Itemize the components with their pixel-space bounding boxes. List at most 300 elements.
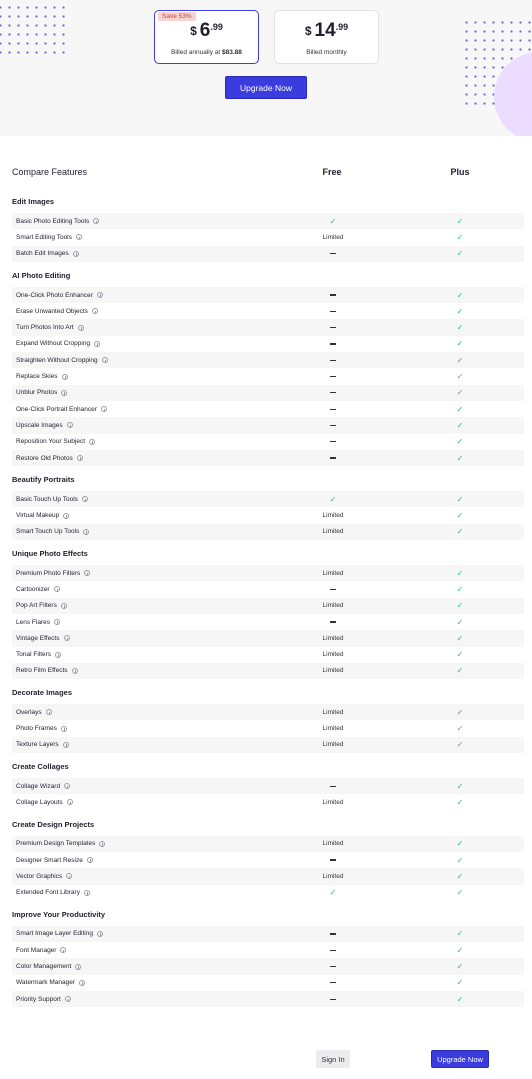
- dash-icon: [330, 982, 336, 983]
- plus-included: [430, 778, 490, 794]
- table-row: [12, 450, 524, 466]
- free-value: Limited: [322, 512, 344, 520]
- dash-icon: [330, 376, 336, 377]
- free-not-included: [303, 991, 363, 1007]
- table-row: [12, 319, 524, 335]
- check-icon: ✓: [456, 216, 464, 226]
- info-icon[interactable]: [102, 357, 108, 363]
- feature-label: Vector Graphics: [16, 872, 63, 880]
- dash-icon: [330, 360, 336, 361]
- feature-name: [16, 991, 71, 1007]
- free-value: Limited: [322, 528, 344, 536]
- table-row: [12, 868, 524, 884]
- check-icon: ✓: [456, 978, 464, 988]
- info-icon[interactable]: [75, 964, 81, 970]
- table-row: [12, 524, 524, 540]
- feature-name: [16, 778, 70, 794]
- info-icon[interactable]: [93, 218, 99, 224]
- free-value: Limited: [322, 708, 344, 716]
- free-value: Limited: [322, 725, 344, 733]
- dash-icon: [330, 253, 336, 254]
- feature-label: One-Click Portrait Enhancer: [16, 405, 97, 413]
- dash-icon: [330, 621, 336, 622]
- free-value: Limited: [322, 741, 344, 749]
- currency-symbol: $: [190, 24, 197, 38]
- feature-name: [16, 737, 69, 753]
- plus-included: [430, 663, 490, 679]
- feature-section: [12, 679, 524, 753]
- info-icon[interactable]: [78, 325, 84, 331]
- free-not-included: [303, 352, 363, 368]
- table-row: [12, 368, 524, 384]
- check-icon: ✓: [456, 584, 464, 594]
- feature-name: [16, 565, 90, 581]
- dash-icon: [330, 933, 336, 934]
- feature-section: [12, 262, 524, 466]
- free-not-included: [303, 368, 363, 384]
- price-integer: 6: [199, 20, 211, 41]
- table-row: [12, 385, 524, 401]
- feature-label: Expand Without Cropping: [16, 340, 91, 348]
- check-icon: ✓: [456, 494, 464, 504]
- feature-label: Reposition Your Subject: [16, 438, 86, 446]
- dash-icon: [330, 589, 336, 590]
- info-icon[interactable]: [63, 513, 69, 519]
- table-row: [12, 491, 524, 507]
- section-title: Edit Images: [12, 197, 55, 206]
- plus-included: [430, 975, 490, 991]
- feature-name: [16, 336, 100, 352]
- info-icon[interactable]: [84, 570, 90, 576]
- feature-name: [16, 958, 81, 974]
- free-not-included: [303, 246, 363, 262]
- feature-name: [16, 614, 60, 630]
- info-icon[interactable]: [61, 603, 67, 609]
- check-icon: ✓: [456, 871, 464, 881]
- plus-included: [430, 319, 490, 335]
- feature-label: Erase Unwanted Objects: [16, 307, 88, 315]
- feature-section: [12, 811, 524, 901]
- plus-included: [430, 450, 490, 466]
- feature-name: [16, 303, 98, 319]
- plus-included: [430, 737, 490, 753]
- feature-label: Batch Edit Images: [16, 250, 69, 258]
- info-icon[interactable]: [87, 857, 93, 863]
- feature-name: [16, 368, 68, 384]
- info-icon[interactable]: [63, 742, 69, 748]
- info-icon[interactable]: [54, 619, 60, 625]
- info-icon[interactable]: [67, 799, 73, 805]
- check-icon: ✓: [456, 839, 464, 849]
- table-row: [12, 336, 524, 352]
- feature-name: [16, 417, 73, 433]
- feature-label: Tonal Filters: [16, 651, 52, 659]
- plus-included: [430, 614, 490, 630]
- table-row: [12, 417, 524, 433]
- check-icon: ✓: [456, 453, 464, 463]
- table-row: [12, 778, 524, 794]
- feature-name: [16, 246, 79, 262]
- check-icon: ✓: [456, 797, 464, 807]
- feature-label: Extended Font Library: [16, 889, 80, 897]
- table-row: [12, 246, 524, 262]
- info-icon[interactable]: [60, 947, 66, 953]
- compare-title: Compare Features: [12, 167, 88, 177]
- free-not-included: [303, 287, 363, 303]
- feature-label: Virtual Makeup: [16, 512, 60, 520]
- feature-name: [16, 434, 95, 450]
- feature-label: Smart Touch Up Tools: [16, 528, 80, 536]
- feature-name: [16, 704, 52, 720]
- sign-in-button[interactable]: Sign In: [316, 1050, 350, 1068]
- free-included: [303, 885, 363, 901]
- plus-included: [430, 246, 490, 262]
- feature-name: [16, 836, 105, 852]
- pricing-hero: [0, 0, 532, 136]
- feature-label: Lens Flares: [16, 618, 50, 626]
- check-icon: ✓: [456, 666, 464, 676]
- feature-name: [16, 720, 67, 736]
- plus-included: [430, 417, 490, 433]
- info-icon[interactable]: [94, 341, 100, 347]
- free-included: [303, 491, 363, 507]
- free-not-included: [303, 417, 363, 433]
- free-not-included: [303, 778, 363, 794]
- feature-name: [16, 385, 67, 401]
- info-icon[interactable]: [67, 422, 73, 428]
- feature-label: Collage Wizard: [16, 782, 61, 790]
- price-decimal: .99: [210, 22, 223, 32]
- table-row: [12, 630, 524, 646]
- dash-icon: [330, 966, 336, 967]
- table-row: [12, 581, 524, 597]
- plus-included: [430, 287, 490, 303]
- feature-name: [16, 287, 103, 303]
- plus-included: [430, 926, 490, 942]
- table-row: [12, 852, 524, 868]
- feature-name: [16, 885, 90, 901]
- billed-monthly-text: Billed monthly: [306, 49, 347, 56]
- plus-included: [430, 720, 490, 736]
- feature-label: Font Manager: [16, 946, 57, 954]
- feature-label: Color Management: [16, 963, 72, 971]
- free-not-included: [303, 336, 363, 352]
- feature-name: [16, 942, 66, 958]
- feature-name: [16, 450, 83, 466]
- table-row: [12, 926, 524, 942]
- free-not-included: [303, 852, 363, 868]
- feature-name: [16, 507, 69, 523]
- check-icon: ✓: [456, 855, 464, 865]
- feature-label: Texture Layers: [16, 741, 59, 749]
- monthly-price: [275, 20, 378, 42]
- plus-included: [430, 385, 490, 401]
- section-title: Create Design Projects: [12, 819, 95, 829]
- feature-label: Pop Art Filters: [16, 602, 57, 610]
- check-icon: ✓: [456, 781, 464, 791]
- free-value: Limited: [322, 233, 344, 241]
- plus-included: [430, 565, 490, 581]
- table-row: [12, 303, 524, 319]
- table-row: [12, 287, 524, 303]
- feature-label: Priority Support: [16, 995, 61, 1003]
- plus-included: [430, 229, 490, 245]
- check-icon: ✓: [456, 740, 464, 750]
- free-not-included: [303, 614, 363, 630]
- free-value: Limited: [322, 651, 344, 659]
- plus-included: [430, 630, 490, 646]
- dash-icon: [330, 786, 336, 787]
- plus-included: [430, 336, 490, 352]
- free-not-included: [303, 319, 363, 335]
- table-row: [12, 942, 524, 958]
- info-icon[interactable]: [82, 496, 88, 502]
- plus-included: [430, 303, 490, 319]
- check-icon: ✓: [456, 249, 464, 259]
- check-icon: ✓: [456, 650, 464, 660]
- info-icon[interactable]: [61, 390, 67, 396]
- info-icon[interactable]: [77, 455, 83, 461]
- feature-name: [16, 868, 72, 884]
- table-row: [12, 704, 524, 720]
- free-not-included: [303, 401, 363, 417]
- feature-name: [16, 598, 67, 614]
- feature-label: Straighten Without Cropping: [16, 356, 98, 364]
- plus-included: [430, 524, 490, 540]
- free-value: Limited: [322, 569, 344, 577]
- check-icon: ✓: [456, 527, 464, 537]
- info-icon[interactable]: [97, 292, 103, 298]
- info-icon[interactable]: [92, 308, 98, 314]
- feature-label: Retro Film Effects: [16, 667, 68, 675]
- info-icon[interactable]: [89, 439, 95, 445]
- feature-label: Collage Layouts: [16, 798, 63, 806]
- check-icon: ✓: [456, 601, 464, 611]
- feature-label: Premium Photo Filters: [16, 569, 81, 577]
- check-icon: ✓: [456, 232, 464, 242]
- table-row: [12, 975, 524, 991]
- table-row: [12, 794, 524, 810]
- check-icon: ✓: [329, 494, 337, 504]
- free-value: Limited: [322, 634, 344, 642]
- check-icon: ✓: [456, 290, 464, 300]
- table-row: [12, 598, 524, 614]
- table-row: [12, 720, 524, 736]
- feature-label: Premium Design Templates: [16, 840, 96, 848]
- table-row: [12, 507, 524, 523]
- check-icon: ✓: [456, 724, 464, 734]
- feature-name: [16, 852, 93, 868]
- table-row: [12, 565, 524, 581]
- free-not-included: [303, 303, 363, 319]
- plus-included: [430, 958, 490, 974]
- dash-icon: [330, 409, 336, 410]
- feature-label: Watermark Manager: [16, 979, 75, 987]
- feature-label: Smart Image Layer Editing: [16, 930, 93, 938]
- table-row: [12, 401, 524, 417]
- feature-name: [16, 319, 84, 335]
- billed-prefix: Billed annually at: [171, 49, 221, 56]
- feature-name: [16, 524, 89, 540]
- plus-included: [430, 647, 490, 663]
- info-icon[interactable]: [54, 586, 60, 592]
- info-icon[interactable]: [72, 668, 78, 674]
- plus-included: [430, 368, 490, 384]
- dash-icon: [330, 441, 336, 442]
- dash-icon: [330, 327, 336, 328]
- plus-included: [430, 852, 490, 868]
- free-value: Limited: [322, 872, 344, 880]
- feature-name: [16, 647, 61, 663]
- check-icon: ✓: [456, 306, 464, 316]
- feature-label: Smart Editing Tools: [16, 233, 72, 241]
- section-title: Create Collages: [12, 762, 69, 772]
- info-icon[interactable]: [64, 635, 70, 641]
- dash-icon: [330, 311, 336, 312]
- price-integer: 14: [314, 20, 336, 41]
- info-icon[interactable]: [101, 406, 107, 412]
- feature-label: One-Click Photo Enhancer: [16, 291, 93, 299]
- check-icon: ✓: [456, 888, 464, 898]
- info-icon[interactable]: [84, 890, 90, 896]
- feature-section: [12, 901, 524, 1007]
- free-not-included: [303, 434, 363, 450]
- free-not-included: [303, 926, 363, 942]
- feature-comparison-table: [12, 188, 524, 1007]
- plus-included: [430, 581, 490, 597]
- compare-header: [12, 167, 520, 179]
- feature-section: [12, 466, 524, 540]
- info-icon[interactable]: [83, 529, 89, 535]
- feature-name: [16, 794, 73, 810]
- plus-included: [430, 213, 490, 229]
- feature-name: [16, 491, 88, 507]
- plus-column-header: Plus: [450, 167, 470, 177]
- feature-label: Upscale Images: [16, 421, 63, 429]
- plus-included: [430, 942, 490, 958]
- table-row: [12, 737, 524, 753]
- plus-included: [430, 704, 490, 720]
- check-icon: ✓: [456, 945, 464, 955]
- check-icon: ✓: [456, 420, 464, 430]
- billed-amount: $83.88: [222, 49, 242, 56]
- info-icon[interactable]: [66, 873, 72, 879]
- feature-label: Restore Old Photos: [16, 454, 73, 462]
- info-icon[interactable]: [46, 709, 52, 715]
- check-icon: ✓: [456, 372, 464, 382]
- check-icon: ✓: [329, 888, 337, 898]
- section-title: Decorate Images: [12, 688, 73, 698]
- table-row: [12, 836, 524, 852]
- feature-name: [16, 663, 78, 679]
- check-icon: ✓: [456, 323, 464, 333]
- feature-section: [12, 188, 524, 262]
- plan-card-monthly[interactable]: [274, 10, 379, 64]
- feature-name: [16, 213, 99, 229]
- feature-label: Photo Frames: [16, 725, 57, 733]
- dash-icon: [330, 950, 336, 951]
- info-icon[interactable]: [65, 996, 71, 1002]
- info-icon[interactable]: [79, 980, 85, 986]
- table-row: [12, 991, 524, 1007]
- feature-label: Vintage Effects: [16, 634, 60, 642]
- table-row: [12, 885, 524, 901]
- dash-icon: [330, 457, 336, 458]
- plus-included: [430, 507, 490, 523]
- feature-section: [12, 540, 524, 679]
- info-icon[interactable]: [73, 251, 79, 257]
- info-icon[interactable]: [99, 841, 105, 847]
- plus-included: [430, 836, 490, 852]
- check-icon: ✓: [456, 707, 464, 717]
- feature-label: Turn Photos Into Art: [16, 324, 74, 332]
- dash-icon: [330, 343, 336, 344]
- annual-price: [155, 20, 258, 42]
- free-value: Limited: [322, 667, 344, 675]
- info-icon[interactable]: [97, 931, 103, 937]
- free-column-header: Free: [322, 167, 342, 177]
- feature-name: [16, 926, 103, 942]
- table-row: [12, 647, 524, 663]
- feature-name: [16, 581, 60, 597]
- check-icon: ✓: [456, 437, 464, 447]
- plus-included: [430, 491, 490, 507]
- info-icon[interactable]: [62, 374, 68, 380]
- plus-included: [430, 434, 490, 450]
- upgrade-now-footer-button[interactable]: Upgrade Now: [431, 1050, 489, 1068]
- check-icon: ✓: [456, 962, 464, 972]
- check-icon: ✓: [456, 404, 464, 414]
- free-value: Limited: [322, 840, 344, 848]
- plus-included: [430, 868, 490, 884]
- check-icon: ✓: [456, 994, 464, 1004]
- feature-label: Cartoonizer: [16, 585, 50, 593]
- table-row: [12, 663, 524, 679]
- info-icon[interactable]: [55, 652, 61, 658]
- plan-card-annual[interactable]: [154, 10, 259, 64]
- free-not-included: [303, 581, 363, 597]
- feature-label: Unblur Photos: [16, 389, 58, 397]
- plus-included: [430, 598, 490, 614]
- check-icon: ✓: [456, 355, 464, 365]
- check-icon: ✓: [456, 511, 464, 521]
- plus-included: [430, 352, 490, 368]
- free-not-included: [303, 385, 363, 401]
- section-title: Unique Photo Effects: [12, 549, 88, 559]
- free-not-included: [303, 975, 363, 991]
- table-row: [12, 958, 524, 974]
- price-decimal: .99: [335, 22, 349, 32]
- feature-name: [16, 975, 85, 991]
- section-title: Beautify Portraits: [12, 475, 75, 485]
- info-icon[interactable]: [64, 783, 70, 789]
- section-title: Improve Your Productivity: [12, 909, 106, 919]
- free-not-included: [303, 450, 363, 466]
- upgrade-now-button[interactable]: Upgrade Now: [225, 76, 307, 99]
- check-icon: ✓: [456, 568, 464, 578]
- table-row: [12, 614, 524, 630]
- feature-label: Basic Photo Editing Tools: [16, 217, 90, 225]
- free-included: [303, 213, 363, 229]
- info-icon[interactable]: [61, 726, 67, 732]
- billed-annually-text: [155, 49, 258, 56]
- feature-name: [16, 401, 107, 417]
- info-icon[interactable]: [76, 234, 82, 240]
- dash-icon: [330, 999, 336, 1000]
- feature-name: [16, 229, 82, 245]
- plus-included: [430, 885, 490, 901]
- feature-label: Replace Skies: [16, 373, 58, 381]
